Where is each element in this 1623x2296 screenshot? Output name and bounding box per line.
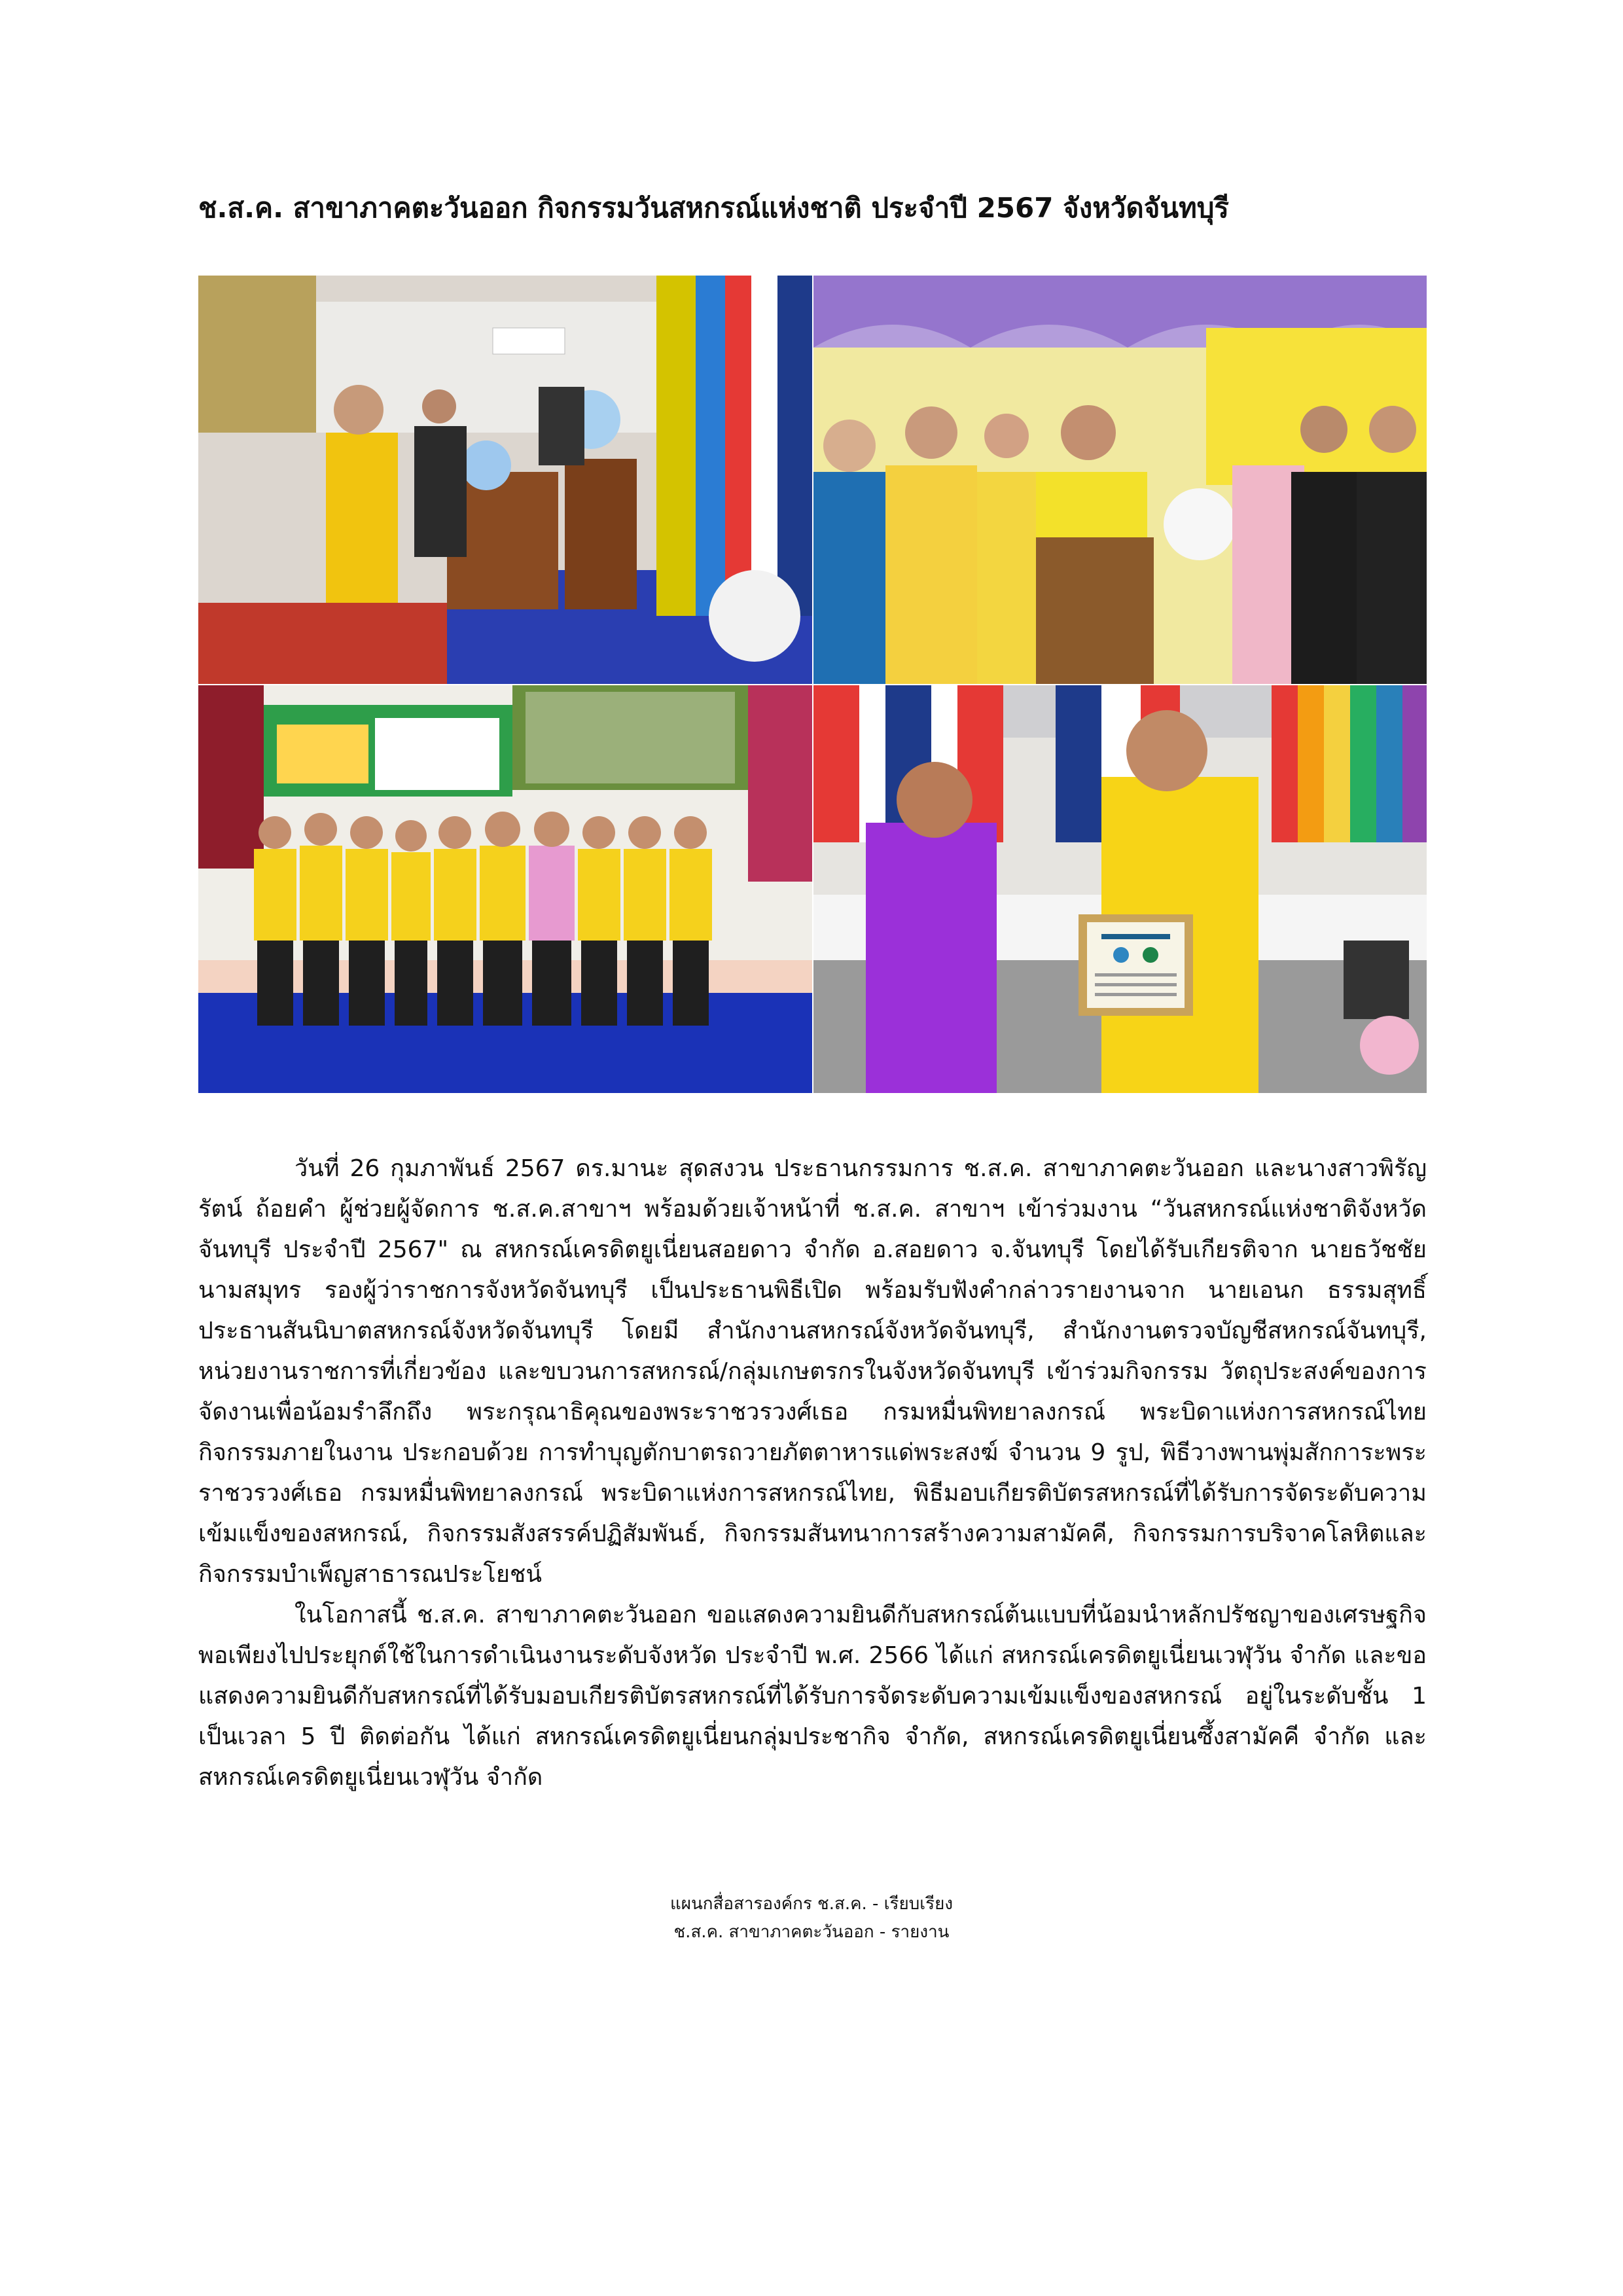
- article-body: [198, 1149, 1427, 1798]
- photo-group: [198, 685, 812, 1093]
- photo-certificate: [813, 685, 1427, 1093]
- article-paragraph: ในโอกาสนี้ ช.ส.ค. สาขาภาคตะวันออก ขอแสดงความยินดีกับสหกรณ์ต้นแบบที่น้อมนำหลักปรัชญาของเศรษฐกิจพอเพียงไปประยุกต์ใช้ในการดำเนินงานระดับจังหวัด ประจำปี พ.ศ. 2566 ได้แก่ สหกรณ์เครดิตยูเนี่ยนเวฬุวัน จำกัด และขอแสดงความยินดีกับสหกรณ์ที่ได้รับมอบเกียรติบัตรสหกรณ์ที่ได้รับการจัดระดับความเข้มแข็งของสหกรณ์ อยู่ในระดับชั้น 1 เป็นเวลา 5 ปี ติดต่อกัน ได้แก่ สหกรณ์เครดิตยูเนี่ยนกลุ่มประชากิจ จำกัด, สหกรณ์เครดิตยูเนี่ยนซึ้งสามัคคี จำกัด และสหกรณ์เครดิตยูเนี่ยนเวฬุวัน จำกัด: [198, 1602, 1427, 1791]
- page-title: ช.ส.ค. สาขาภาคตะวันออก กิจกรรมวันสหกรณ์แห่งชาติ ประจำปี 2567 จังหวัดจันทบุรี: [198, 192, 1229, 224]
- photo-ceremony-image: [198, 276, 812, 684]
- photo-ceremony: [198, 276, 812, 684]
- footer-credit-reporter: ช.ส.ค. สาขาภาคตะวันออก - รายงาน: [673, 1922, 950, 1942]
- footer-credit-editor: แผนกสื่อสารองค์กร ช.ส.ค. - เรียบเรียง: [669, 1894, 954, 1914]
- photo-speech-image: [813, 276, 1427, 684]
- photo-collage: [198, 276, 1427, 1093]
- photo-speech: [813, 276, 1427, 684]
- photo-certificate-image: [813, 685, 1427, 1093]
- photo-group-image: [198, 685, 812, 1093]
- article-paragraph: วันที่ 26 กุมภาพันธ์ 2567 ดร.มานะ สุดสงวน ประธานกรรมการ ช.ส.ค. สาขาภาคตะวันออก และนางสาวพิรัญรัตน์ ถ้อยคำ ผู้ช่วยผู้จัดการ ช.ส.ค.สาขาฯ พร้อมด้วยเจ้าหน้าที่ ช.ส.ค. สาขาฯ เข้าร่วมงาน “วันสหกรณ์แห่งชาติจังหวัดจันทบุรี ประจำปี 2567" ณ สหกรณ์เครดิตยูเนี่ยนสอยดาว จำกัด อ.สอยดาว จ.จันทบุรี โดยได้รับเกียรติจาก นายธวัชชัย นามสมุทร รองผู้ว่าราชการจังหวัดจันทบุรี เป็นประธานพิธีเปิด พร้อมรับฟังคำกล่าวรายงานจาก นายเอนก ธรรมสุทธิ์ ประธานสันนิบาตสหกรณ์จังหวัดจันทบุรี โดยมี สำนักงานสหกรณ์จังหวัดจันทบุรี, สำนักงานตรวจบัญชีสหกรณ์จันทบุรี, หน่วยงานราชการที่เกี่ยวข้อง และขบวนการสหกรณ์/กลุ่มเกษตรกรในจังหวัดจันทบุรี เข้าร่วมกิจกรรม วัตถุประสงค์ของการจัดงานเพื่อน้อมรำลึกถึง พระกรุณาธิคุณของพระราชวรวงศ์เธอ กรมหมื่นพิทยาลงกรณ์ พระบิดาแห่งการสหกรณ์ไทย กิจกรรมภายในงาน ประกอบด้วย การทำบุญตักบาตรถวายภัตตาหารแด่พระสงฆ์ จำนวน 9 รูป, พิธีวางพานพุ่มสักการะพระราชวรวงศ์เธอ กรมหมื่นพิทยาลงกรณ์ พระบิดาแห่งการสหกรณ์ไทย, พิธีมอบเกียรติบัตรสหกรณ์ที่ได้รับการจัดระดับความเข้มแข็งของสหกรณ์, กิจกรรมสังสรรค์ปฏิสัมพันธ์, กิจกรรมสันทนาการสร้างความสามัคคี, กิจกรรมการบริจาคโลหิตและกิจกรรมบำเพ็ญสาธารณประโยชน์: [198, 1155, 1427, 1588]
